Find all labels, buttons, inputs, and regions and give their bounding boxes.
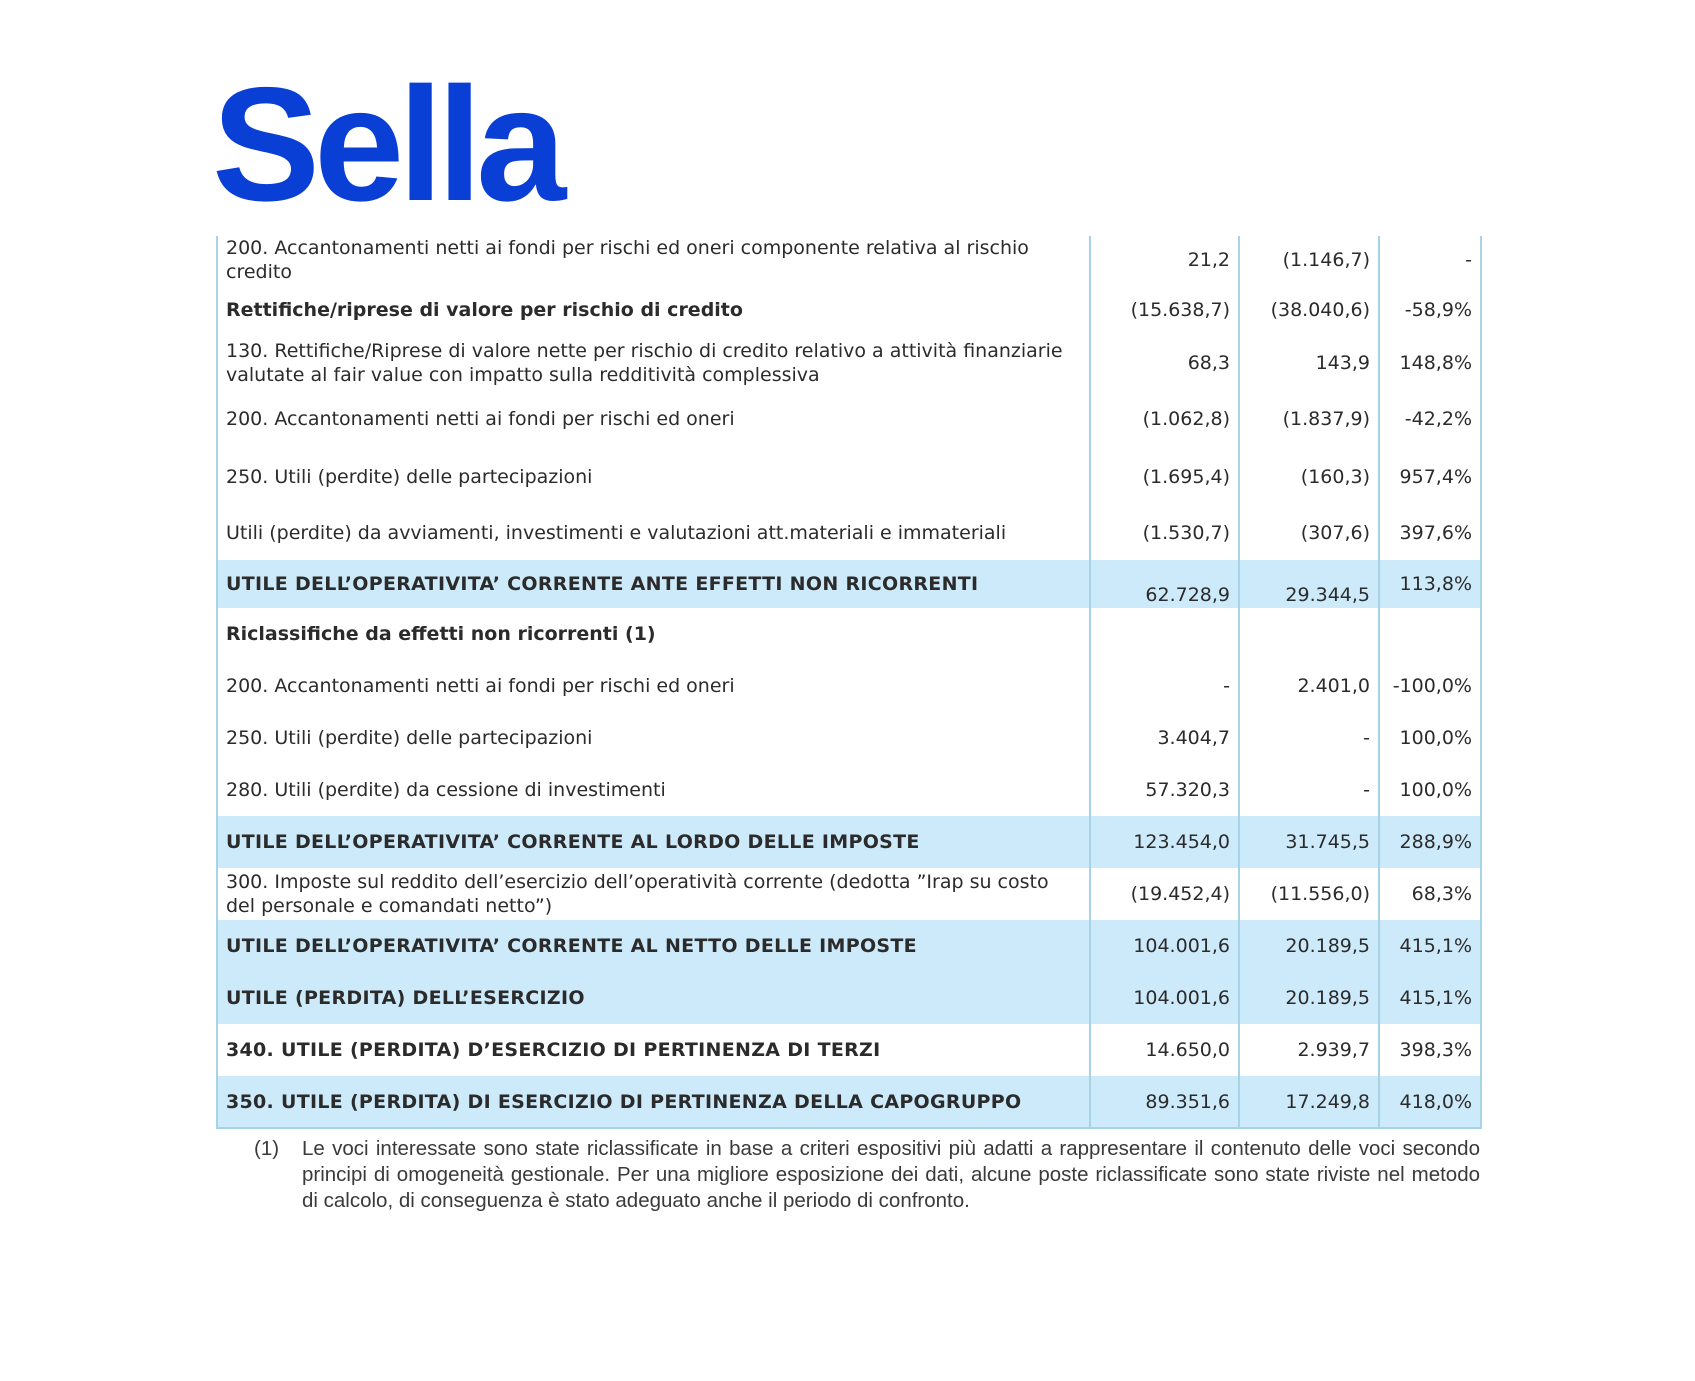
value-current: 89.351,6 bbox=[1090, 1076, 1239, 1128]
value-change: -100,0% bbox=[1379, 660, 1481, 712]
table-row bbox=[217, 660, 1481, 712]
income-statement-table-wrapper bbox=[216, 236, 1480, 1129]
value-previous: 29.344,5 bbox=[1239, 560, 1379, 608]
value-previous: 2.401,0 bbox=[1239, 660, 1379, 712]
table-row bbox=[217, 868, 1481, 920]
value-change: 418,0% bbox=[1379, 1076, 1481, 1128]
table-row bbox=[217, 506, 1481, 560]
value-change: 100,0% bbox=[1379, 712, 1481, 764]
row-label: Riclassifiche da effetti non ricorrenti (1) bbox=[226, 623, 656, 645]
table-row bbox=[217, 712, 1481, 764]
table-row-subtotal bbox=[217, 920, 1481, 972]
table-row-subtotal bbox=[217, 816, 1481, 868]
value-previous: 143,9 bbox=[1239, 336, 1379, 390]
table-row bbox=[217, 236, 1481, 284]
value-change: 113,8% bbox=[1379, 560, 1481, 608]
value-previous: (1.837,9) bbox=[1239, 390, 1379, 448]
value-previous: (307,6) bbox=[1239, 506, 1379, 560]
footnote-mark: (1) bbox=[254, 1137, 280, 1160]
value-current: (1.695,4) bbox=[1090, 448, 1239, 506]
table-row bbox=[217, 1024, 1481, 1076]
value-current: - bbox=[1090, 660, 1239, 712]
value-previous: 20.189,5 bbox=[1239, 920, 1379, 972]
value-previous: 17.249,8 bbox=[1239, 1076, 1379, 1128]
value-change bbox=[1379, 608, 1481, 660]
value-change: 148,8% bbox=[1379, 336, 1481, 390]
value-previous: (11.556,0) bbox=[1239, 868, 1379, 920]
value-current: (1.530,7) bbox=[1090, 506, 1239, 560]
row-label: 280. Utili (perdite) da cessione di investimenti bbox=[226, 779, 666, 801]
row-label: UTILE DELL’OPERATIVITA’ CORRENTE AL NETTO DELLE IMPOSTE bbox=[217, 920, 1090, 972]
value-current: 3.404,7 bbox=[1090, 712, 1239, 764]
value-previous bbox=[1239, 608, 1379, 660]
row-label: 130. Rettifiche/Riprese di valore nette per rischio di credito relativo a attività finanziarie valutate al fair value con impatto sulla redditività complessiva bbox=[226, 340, 1063, 386]
row-label: UTILE (PERDITA) DELL’ESERCIZIO bbox=[217, 972, 1090, 1024]
row-label: Utili (perdite) da avviamenti, investimenti e valutazioni att.materiali e immateriali bbox=[226, 522, 1007, 544]
value-previous: - bbox=[1239, 764, 1379, 816]
value-current: 68,3 bbox=[1090, 336, 1239, 390]
footnote bbox=[254, 1136, 1480, 1214]
value-change: 397,6% bbox=[1379, 506, 1481, 560]
value-current: 14.650,0 bbox=[1090, 1024, 1239, 1076]
value-current: (19.452,4) bbox=[1090, 868, 1239, 920]
table-row bbox=[217, 764, 1481, 816]
table-row-subtotal bbox=[217, 972, 1481, 1024]
row-label: 340. UTILE (PERDITA) D’ESERCIZIO DI PERTINENZA DI TERZI bbox=[226, 1039, 881, 1061]
value-previous: (38.040,6) bbox=[1239, 284, 1379, 336]
sella-logo: Sella bbox=[212, 54, 561, 235]
row-label: UTILE DELL’OPERATIVITA’ CORRENTE ANTE EFFETTI NON RICORRENTI bbox=[217, 560, 1090, 608]
value-previous: - bbox=[1239, 712, 1379, 764]
value-change: 100,0% bbox=[1379, 764, 1481, 816]
row-label: UTILE DELL’OPERATIVITA’ CORRENTE AL LORDO DELLE IMPOSTE bbox=[217, 816, 1090, 868]
value-change: -42,2% bbox=[1379, 390, 1481, 448]
value-current bbox=[1090, 608, 1239, 660]
table-row bbox=[217, 336, 1481, 390]
value-change: 415,1% bbox=[1379, 972, 1481, 1024]
value-change: 288,9% bbox=[1379, 816, 1481, 868]
table-row bbox=[217, 284, 1481, 336]
value-current: 57.320,3 bbox=[1090, 764, 1239, 816]
value-previous: 20.189,5 bbox=[1239, 972, 1379, 1024]
row-label: 200. Accantonamenti netti ai fondi per rischi ed oneri bbox=[226, 675, 735, 697]
table-row-subtotal bbox=[217, 1076, 1481, 1128]
row-label: 350. UTILE (PERDITA) DI ESERCIZIO DI PERTINENZA DELLA CAPOGRUPPO bbox=[217, 1076, 1090, 1128]
row-label: Rettifiche/riprese di valore per rischio di credito bbox=[226, 299, 743, 321]
value-current: 104.001,6 bbox=[1090, 972, 1239, 1024]
table-row bbox=[217, 390, 1481, 448]
value-change: 68,3% bbox=[1379, 868, 1481, 920]
value-previous: 31.745,5 bbox=[1239, 816, 1379, 868]
row-label: 200. Accantonamenti netti ai fondi per rischi ed oneri componente relativa al rischio credito bbox=[226, 237, 1029, 283]
value-current: (15.638,7) bbox=[1090, 284, 1239, 336]
value-current: 123.454,0 bbox=[1090, 816, 1239, 868]
value-current: 62.728,9 bbox=[1090, 560, 1239, 608]
row-label: 250. Utili (perdite) delle partecipazioni bbox=[226, 727, 593, 749]
row-label: 200. Accantonamenti netti ai fondi per rischi ed oneri bbox=[226, 408, 735, 430]
table-row-subtotal bbox=[217, 560, 1481, 608]
value-previous: 2.939,7 bbox=[1239, 1024, 1379, 1076]
footnote-text: Le voci interessate sono state riclassificate in base a criteri espositivi più adatti a rappresentare il contenuto delle voci secondo principi di omogeneità gestionale. Per una migliore esposizione dei dati, alcune poste riclassificate sono state riviste nel metodo di calcolo, di conseguenza è stato adeguato anche il periodo di confronto. bbox=[302, 1137, 1480, 1212]
value-current: 104.001,6 bbox=[1090, 920, 1239, 972]
row-label: 300. Imposte sul reddito dell’esercizio dell’operatività corrente (dedotta ”Irap su costo del personale e comandati netto”) bbox=[226, 871, 1049, 917]
value-previous: (160,3) bbox=[1239, 448, 1379, 506]
value-change: 957,4% bbox=[1379, 448, 1481, 506]
value-change: 415,1% bbox=[1379, 920, 1481, 972]
value-change: - bbox=[1379, 236, 1481, 284]
value-change: 398,3% bbox=[1379, 1024, 1481, 1076]
table-row-section bbox=[217, 608, 1481, 660]
value-previous: (1.146,7) bbox=[1239, 236, 1379, 284]
table-row bbox=[217, 448, 1481, 506]
row-label: 250. Utili (perdite) delle partecipazioni bbox=[226, 466, 593, 488]
value-current: (1.062,8) bbox=[1090, 390, 1239, 448]
income-statement-table bbox=[216, 236, 1482, 1129]
value-change: -58,9% bbox=[1379, 284, 1481, 336]
value-current: 21,2 bbox=[1090, 236, 1239, 284]
